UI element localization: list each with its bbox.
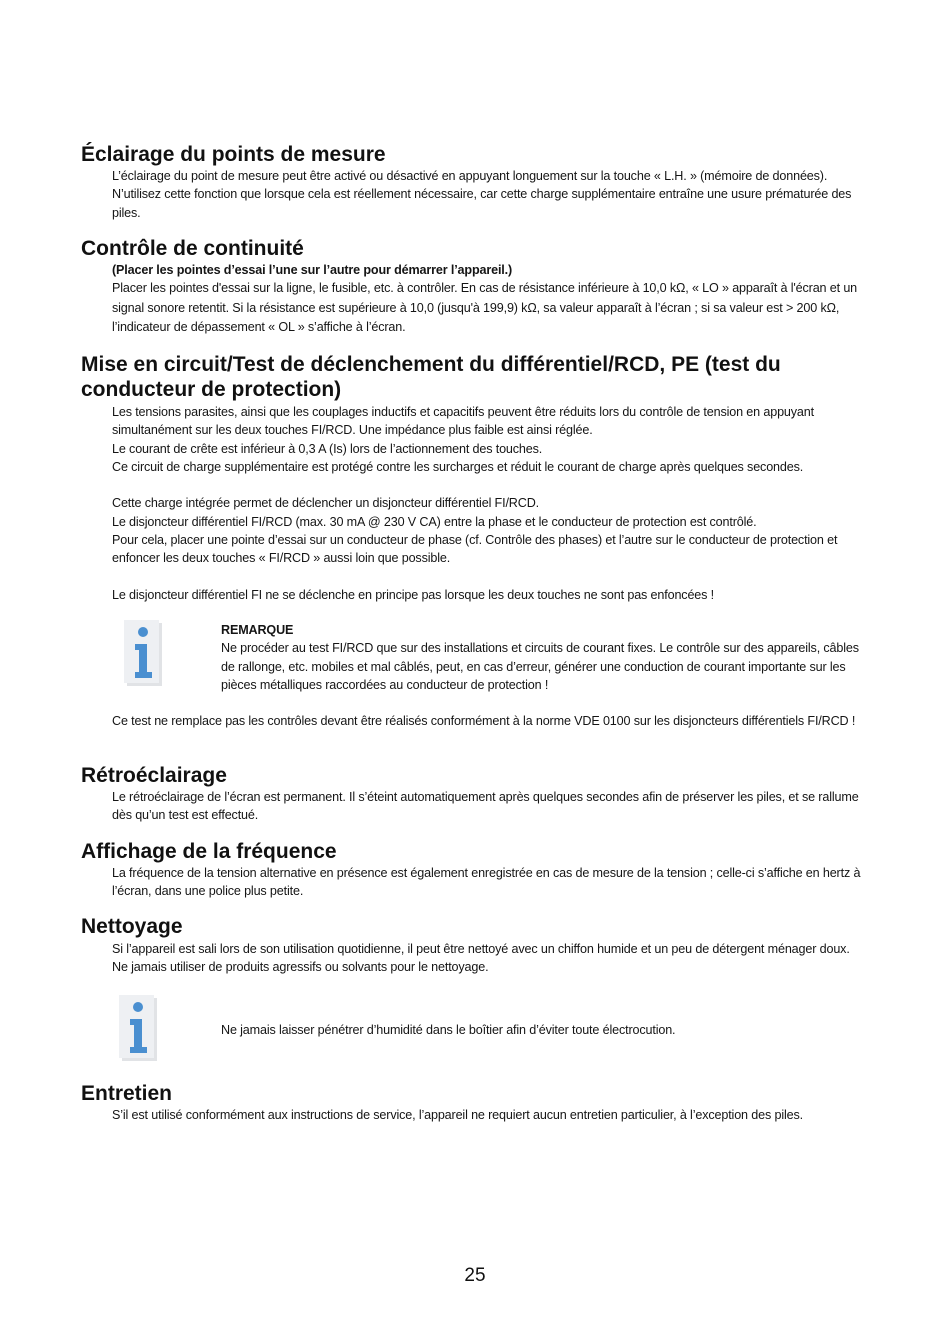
paragraph: Les tensions parasites, ainsi que les couplages inductifs et capacitifs peuvent être réduits lors du contrôle de tension en appuyant simultanément sur les deux touches FI/RCD. Une impédance plus faible est ainsi réglée. xyxy=(112,405,814,438)
heading-retroeclairage: Rétroéclairage xyxy=(81,764,227,787)
paragraph: Le disjoncteur différentiel FI/RCD (max. 30 mA @ 230 V CA) entre la phase et le conducteur de protection est contrôlé. xyxy=(112,514,757,529)
info-icon xyxy=(119,995,157,1061)
paragraph: Ce circuit de charge supplémentaire est protégé contre les surcharges et réduit le courant de charge après quelques secondes. xyxy=(112,459,804,474)
heading-continuite: Contrôle de continuité xyxy=(81,237,304,260)
heading-frequence: Affichage de la fréquence xyxy=(81,840,337,863)
heading-entretien: Entretien xyxy=(81,1082,173,1105)
paragraph: La fréquence de la tension alternative en présence est également enregistrée en cas de mesure de la tension ; celle-ci s’affiche en hertz à l’écran, dans une police plus petite. xyxy=(112,866,861,899)
paragraph: Ce test ne remplace pas les contrôles devant être réalisés conformément à la norme VDE 0100 sur les disjoncteurs différentiels FI/RCD ! xyxy=(112,714,856,728)
bold-lead: (Placer les pointes d’essai l’une sur l’autre pour démarrer l’appareil.) xyxy=(112,263,513,277)
paragraph: Le courant de crête est inférieur à 0,3 A (Is) lors de l’actionnement des touches. xyxy=(112,441,543,456)
section-rcd-footnote xyxy=(112,712,868,730)
info-icon xyxy=(124,620,162,686)
section-retroeclairage-body xyxy=(112,788,868,825)
paragraph: Si l’appareil est sali lors de son utilisation quotidienne, il peut être nettoyé avec un chiffon humide et un peu de détergent ménager doux. Ne jamais utiliser de produits agressifs ou solvants pour le nettoyage. xyxy=(112,942,850,975)
heading-nettoyage: Nettoyage xyxy=(81,915,183,938)
section-continuite-body xyxy=(112,261,868,338)
heading-rcd: Mise en circuit/Test de déclenchement du différentiel/RCD, PE (test du conducteur de protection) xyxy=(81,353,781,401)
page-number: 25 xyxy=(464,1265,486,1286)
note-text: Ne jamais laisser pénétrer d’humidité dans le boîtier afin d’éviter toute électrocution. xyxy=(221,1023,676,1037)
section-rcd-body xyxy=(112,403,868,604)
paragraph: Le disjoncteur différentiel FI ne se déclenche en principe pas lorsque les deux touches ne sont pas enfoncées ! xyxy=(112,587,715,602)
remark-text: Ne procéder au test FI/RCD que sur des installations et circuits de courant fixes. Le contrôle sur des appareils, câbles de rallonge, etc. mobiles et mal câblés, peut, en cas d’erreur, générer une conduction de courant importante sur les pièces métalliques raccordées au conducteur de protection ! xyxy=(221,641,859,692)
paragraph: Pour cela, placer une pointe d’essai sur un conducteur de phase (cf. Contrôle des phases) et l’autre sur le conducteur de protection et enfoncer les deux touches « FI/RCD » aussi loin que possible. xyxy=(112,533,838,566)
section-frequence-body xyxy=(112,864,868,901)
paragraph: Placer les pointes d'essai sur la ligne, le fusible, etc. à contrôler. En cas de résistance inférieure à 10,0 kΩ, « LO » apparaît à l'écran et un signal sonore retentit. Si la résistance est supérieure à 10,0 (jusqu'à 199,9) kΩ, sa valeur apparaît à l’écran ; si sa valeur est > 200 kΩ, l’indicateur de dépassement « OL » s’affiche à l’écran. xyxy=(112,281,858,335)
humidity-note xyxy=(221,1021,866,1039)
paragraph: L’éclairage du point de mesure peut être activé ou désactivé en appuyant longuement sur la touche « L.H. » (mémoire de données). N’utilisez cette fonction que lorsque cela est réellement nécessaire, car cette charge supplémentaire entraîne une usure prématurée des piles. xyxy=(112,169,852,220)
remark-title: REMARQUE xyxy=(221,623,294,637)
paragraph: Cette charge intégrée permet de déclencher un disjoncteur différentiel FI/RCD. xyxy=(112,496,539,511)
section-eclairage-body xyxy=(112,167,868,222)
section-nettoyage-body xyxy=(112,940,868,977)
section-entretien-body xyxy=(112,1106,868,1124)
paragraph: S’il est utilisé conformément aux instructions de service, l’appareil ne requiert aucun entretien particulier, à l’exception des piles. xyxy=(112,1108,803,1122)
heading-eclairage: Éclairage du points de mesure xyxy=(81,143,386,166)
paragraph: Le rétroéclairage de l’écran est permanent. Il s’éteint automatiquement après quelques secondes afin de préserver les piles, et se rallume dès qu’un test est effectué. xyxy=(112,790,859,823)
remark-note xyxy=(221,621,866,694)
